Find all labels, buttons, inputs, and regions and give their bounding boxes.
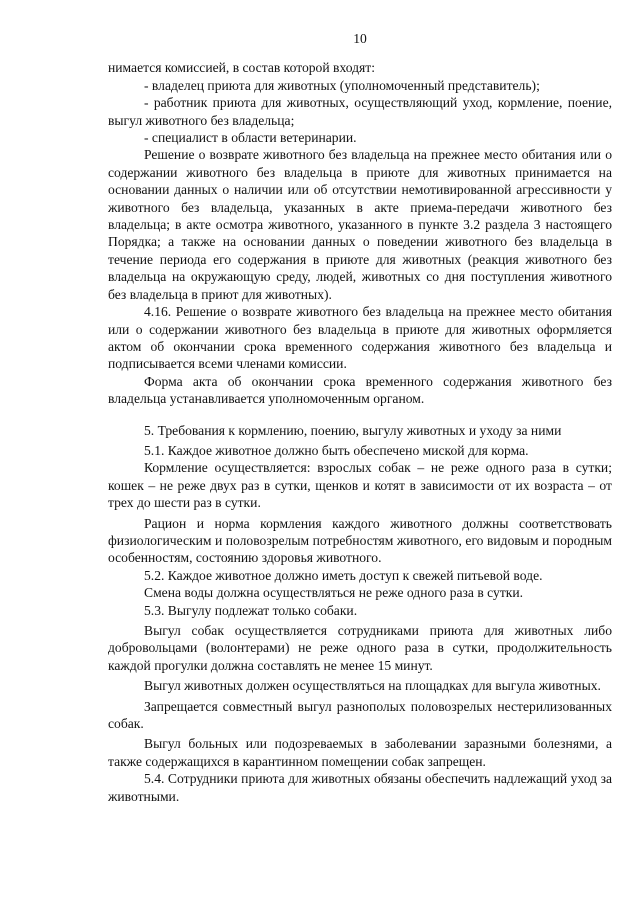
paragraph: 4.16. Решение о возврате животного без владельца на прежнее место обитания или о содержании животного без владельца в приюте для животных оформляется актом об окончании срока временного содержания животного без владельца и подписывается всеми членами комиссии. — [108, 304, 612, 372]
paragraph: 5.4. Сотрудники приюта для животных обязаны обеспечить надлежащий уход за животными. — [108, 771, 612, 804]
page-number: 10 — [353, 31, 367, 46]
paragraph: Кормление осуществляется: взрослых собак – не реже одного раза в сутки; кошек – не реже двух раз в сутки, щенков и котят в зависимости от их возраста – от трех до шести раз в сутки. — [108, 460, 612, 511]
paragraph: Смена воды должна осуществляться не реже одного раза в сутки. — [144, 585, 524, 601]
paragraph: Решение о возврате животного без владельца на прежнее место обитания или о содержании животного без владельца в приюте для животных принимается на основании данных о наличии или об отсутствии немотивированной агрессивности у животного без владельца, указанных в акте приема-передачи животного без владельца; в акте осмотра животного, указанного в пункте 3.2 раздела 3 настоящего Порядка; а также на основании данных о поведении животного без владельца в течение периода его содержания в приюте для животных (реакция животного без владельца на окружающую среду, людей, животных со дня поступления животного без владельца в приют для животных). — [108, 147, 612, 302]
paragraph: 5.1. Каждое животное должно быть обеспечено миской для корма. — [144, 442, 529, 458]
paragraph: - владелец приюта для животных (уполномоченный представитель); — [144, 77, 540, 93]
paragraph: 5.3. Выгулу подлежат только собаки. — [144, 602, 358, 618]
paragraph: Рацион и норма кормления каждого животного должны соответствовать физиологическим и половозрелым потребностям животного, его видовым и породным особенностям, состоянию здоровья животного. — [108, 515, 612, 566]
paragraph: Выгул животных должен осуществляться на площадках для выгула животных. — [144, 678, 601, 694]
paragraph: - работник приюта для животных, осуществляющий уход, кормление, поение, выгул животного без владельца; — [108, 95, 612, 128]
paragraph: Запрещается совместный выгул разнополых половозрелых нестерилизованных собак. — [108, 698, 612, 732]
document-page — [108, 30, 612, 805]
section-heading: 5. Требования к кормлению, поению, выгулу животных и уходу за ними — [144, 422, 562, 438]
document-body — [108, 59, 612, 805]
paragraph: 5.2. Каждое животное должно иметь доступ к свежей питьевой воде. — [144, 567, 543, 583]
paragraph: нимается комиссией, в состав которой входят: — [108, 60, 376, 76]
paragraph: Форма акта об окончании срока временного содержания животного без владельца устанавливается уполномоченным органом. — [108, 373, 612, 407]
paragraph: Выгул собак осуществляется сотрудниками приюта для животных либо добровольцами (волонтерами) не реже одного раза в сутки, продолжительность каждой прогулки должна составлять не менее 15 минут. — [108, 623, 612, 673]
paragraph: Выгул больных или подозреваемых в заболевании заразными болезнями, а также содержащихся в карантинном помещении собак запрещен. — [108, 736, 612, 769]
paragraph: - специалист в области ветеринарии. — [144, 130, 357, 146]
